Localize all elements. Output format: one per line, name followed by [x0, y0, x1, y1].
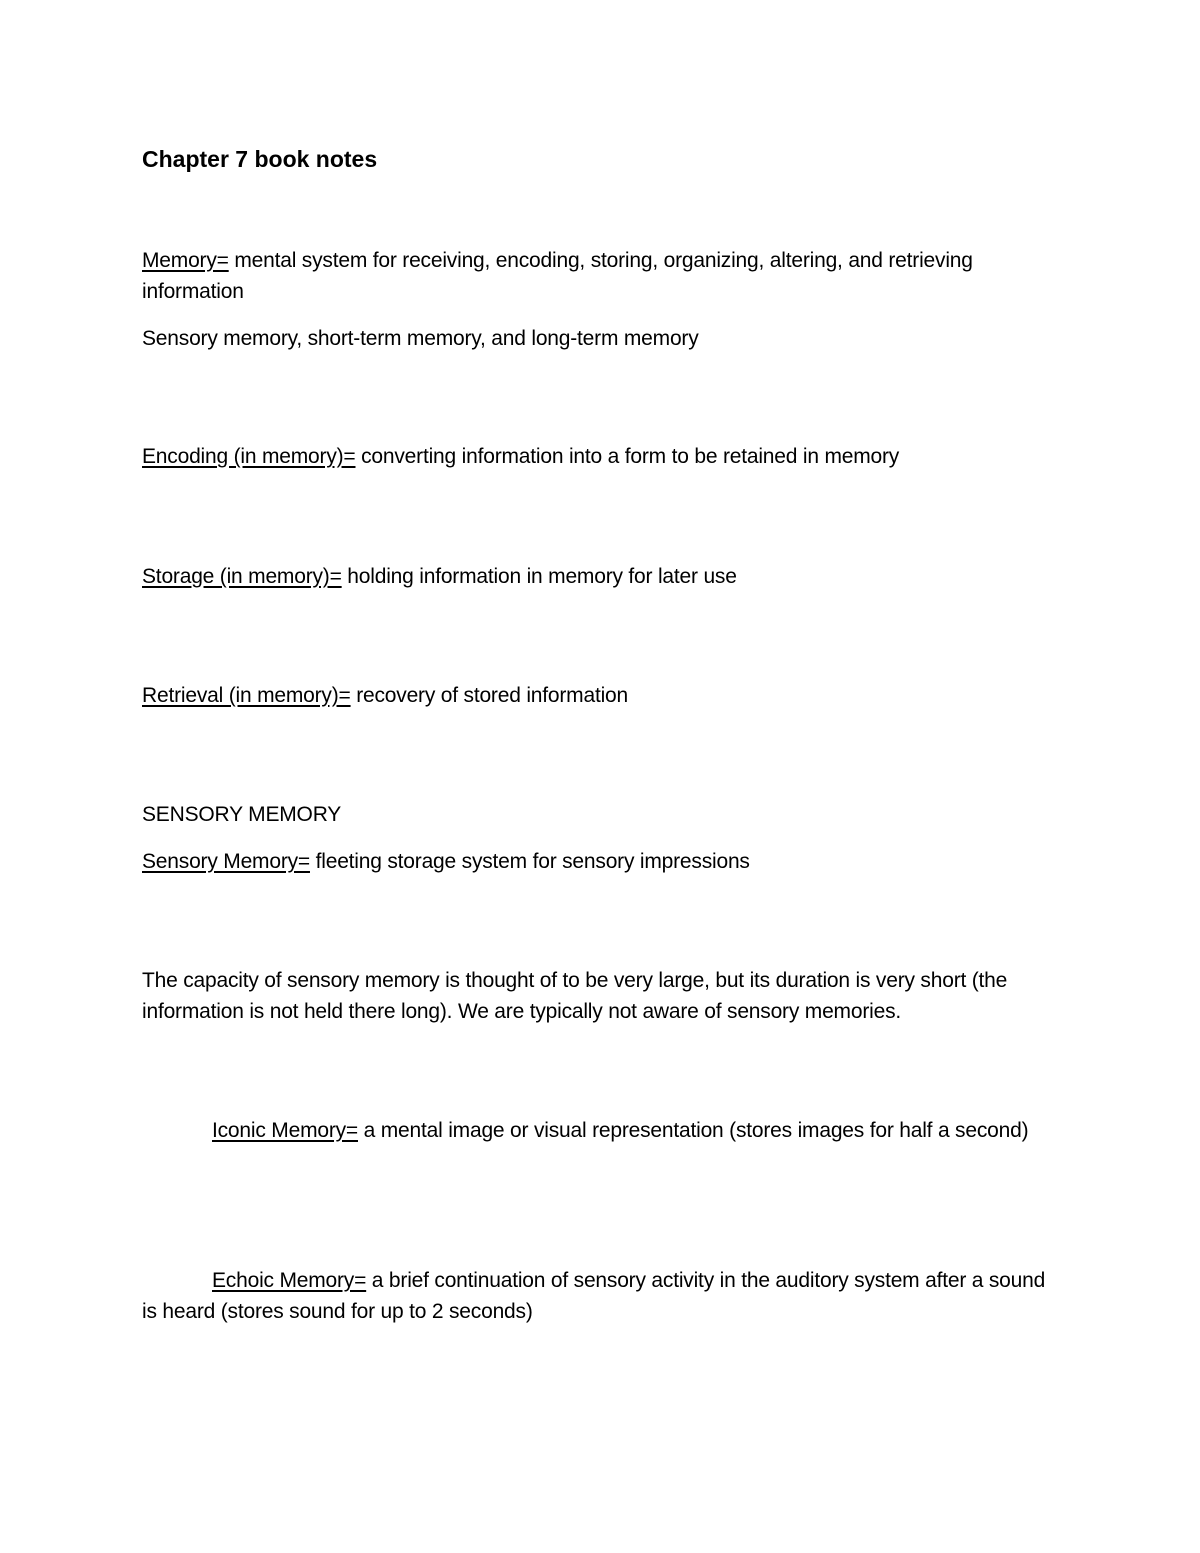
section-heading-sensory-memory: SENSORY MEMORY	[142, 803, 342, 826]
definition-echoic-memory	[142, 1265, 1062, 1327]
memory-types-line: Sensory memory, short-term memory, and long-term memory	[142, 327, 699, 350]
definition-iconic-memory-text: a mental image or visual representation (stores images for half a second)	[358, 1119, 1029, 1142]
definition-retrieval-text: recovery of stored information	[350, 684, 629, 707]
definition-sensory-memory-text: fleeting storage system for sensory impressions	[309, 850, 750, 873]
term-retrieval: Retrieval (in memory)=	[142, 684, 351, 707]
capacity-paragraph: The capacity of sensory memory is thought of to be very large, but its duration is very short (the information is not held there long). We are typically not aware of sensory memories.	[142, 969, 1008, 1023]
definition-encoding-text: converting information into a form to be retained in memory	[355, 445, 900, 468]
definition-iconic-memory	[142, 1115, 1062, 1146]
definition-echoic-memory-text: a brief continuation of sensory activity in the auditory system after a sound is heard (stores sound for up to 2 seconds)	[142, 1269, 1046, 1323]
document-title: Chapter 7 book notes	[142, 146, 378, 172]
definition-encoding	[142, 441, 1062, 472]
definition-memory	[142, 245, 1062, 307]
definition-retrieval	[142, 680, 1062, 711]
term-echoic-memory: Echoic Memory=	[212, 1269, 367, 1292]
term-encoding: Encoding (in memory)=	[142, 445, 356, 468]
definition-sensory-memory	[142, 846, 1062, 877]
definition-memory-text: mental system for receiving, encoding, storing, organizing, altering, and retrieving information	[142, 249, 973, 303]
term-storage: Storage (in memory)=	[142, 565, 342, 588]
term-sensory-memory: Sensory Memory=	[142, 850, 310, 873]
term-iconic-memory: Iconic Memory=	[212, 1119, 358, 1142]
definition-storage-text: holding information in memory for later use	[341, 565, 737, 588]
definition-storage	[142, 561, 1062, 592]
term-memory: Memory=	[142, 249, 229, 272]
